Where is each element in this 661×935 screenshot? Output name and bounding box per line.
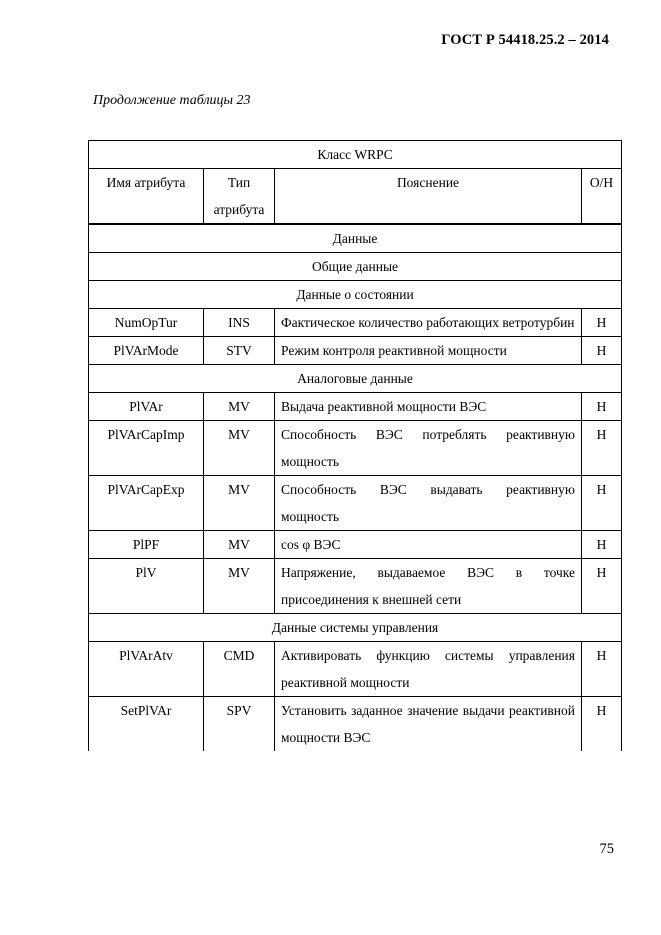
attr-desc: Установить заданное значение выдачи реактивной мощности ВЭС [275, 697, 582, 752]
attr-type: MV [204, 559, 275, 614]
section-status: Данные о состоянии [89, 281, 622, 309]
attr-type: SPV [204, 697, 275, 752]
table-row [89, 476, 622, 531]
document-standard-header: ГОСТ Р 54418.25.2 – 2014 [441, 32, 609, 48]
attr-name: PlPF [89, 531, 204, 559]
attr-name: PlVArCapImp [89, 421, 204, 476]
attr-type: INS [204, 309, 275, 337]
attr-on: Н [582, 697, 622, 752]
attr-type: MV [204, 476, 275, 531]
attr-desc: Способность ВЭС выдавать реактивную мощность [275, 476, 582, 531]
attr-name: NumOpTur [89, 309, 204, 337]
attr-desc: Выдача реактивной мощности ВЭС [275, 393, 582, 421]
attr-name: PlV [89, 559, 204, 614]
attr-on: Н [582, 393, 622, 421]
attr-name: PlVArAtv [89, 642, 204, 697]
attr-type: MV [204, 421, 275, 476]
attr-on: Н [582, 476, 622, 531]
table-row [89, 642, 622, 697]
attr-type: MV [204, 531, 275, 559]
col-header-name: Имя атрибута [89, 169, 204, 225]
attr-on: Н [582, 531, 622, 559]
attr-name: PlVArMode [89, 337, 204, 365]
table-row [89, 531, 622, 559]
attr-desc: cos φ ВЭС [275, 531, 582, 559]
section-control: Данные системы управления [89, 614, 622, 642]
attr-type: MV [204, 393, 275, 421]
column-header-row [89, 169, 622, 225]
attr-on: Н [582, 642, 622, 697]
attr-desc: Активировать функцию системы управления реактивной мощности [275, 642, 582, 697]
section-data: Данные [89, 224, 622, 253]
attr-on: Н [582, 421, 622, 476]
attr-on: Н [582, 559, 622, 614]
table-row [89, 421, 622, 476]
table-caption: Продолжение таблицы 23 [93, 93, 251, 108]
attr-desc: Фактическое количество работающих ветротурбин [275, 309, 582, 337]
attr-on: Н [582, 309, 622, 337]
attr-desc: Способность ВЭС потреблять реактивную мощность [275, 421, 582, 476]
attributes-table [88, 140, 622, 751]
attr-type: STV [204, 337, 275, 365]
attr-on: Н [582, 337, 622, 365]
section-general: Общие данные [89, 253, 622, 281]
attr-desc: Напряжение, выдаваемое ВЭС в точке присоединения к внешней сети [275, 559, 582, 614]
attr-type: CMD [204, 642, 275, 697]
attr-name: SetPlVAr [89, 697, 204, 752]
attr-desc: Режим контроля реактивной мощности [275, 337, 582, 365]
page-number: 75 [599, 841, 614, 857]
col-header-desc: Пояснение [275, 169, 582, 225]
attr-name: PlVAr [89, 393, 204, 421]
table-row [89, 337, 622, 365]
section-analog: Аналоговые данные [89, 365, 622, 393]
table-row [89, 393, 622, 421]
col-header-type: Тип атрибута [204, 169, 275, 225]
table-row [89, 559, 622, 614]
attr-name: PlVArCapExp [89, 476, 204, 531]
table-row [89, 309, 622, 337]
table-row [89, 697, 622, 752]
col-header-on: О/Н [582, 169, 622, 225]
class-title-cell: Класс WRPC [89, 141, 622, 169]
